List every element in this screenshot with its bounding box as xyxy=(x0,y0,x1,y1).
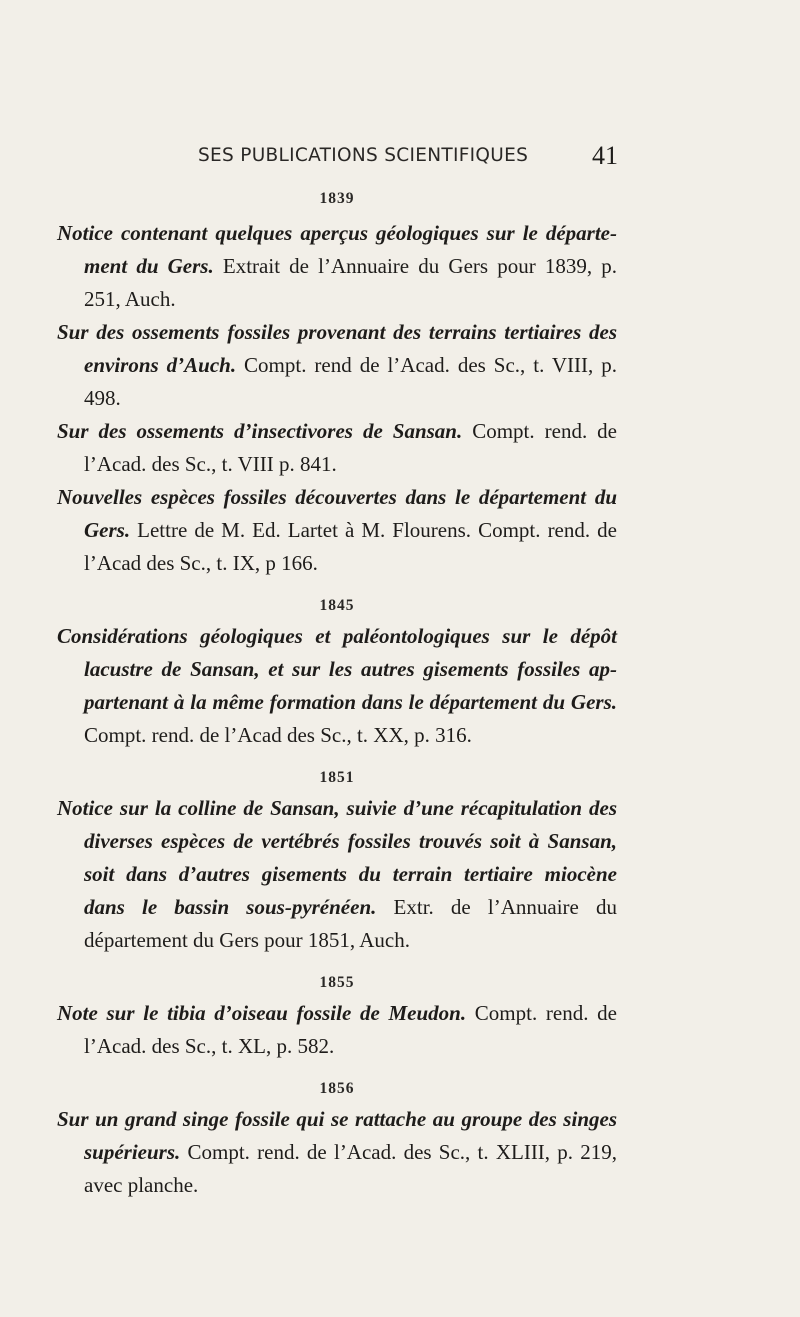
publication-title: Notice sur la colline de Sansan, suivie d’une récapitulation des diverses espèces de vertébrés fossiles trouvés soit à Sansan, soit dans d’autres gisements du terrain tertiaire miocène dans le bassin sous-pyrénéen. xyxy=(57,796,617,919)
year-heading: 1856 xyxy=(319,1080,355,1097)
publication-reference: Compt. rend. de l’Acad des Sc., t. XX, p. 316. xyxy=(84,723,472,747)
publication-list xyxy=(57,190,617,1202)
publication-reference: Compt. rend. de l’Acad. des Sc., t. VIII p. 841. xyxy=(84,419,618,476)
publication-title: Sur des ossements fossiles provenant des terrains tertiaires des environs d’Auch. xyxy=(57,320,617,377)
publication-title: Nouvelles espèces fossiles découvertes dans le département du Gers. xyxy=(57,485,617,542)
publication-title: Sur un grand singe fossile qui se rattache au groupe des singes supérieurs. xyxy=(57,1107,617,1164)
publication-reference: Compt. rend de l’Acad. des Sc., t. VIII, p. 498. xyxy=(84,353,618,410)
running-title: SES PUBLICATIONS SCIENTIFIQUES xyxy=(198,145,529,166)
publication-title: Considérations géologiques et paléontologiques sur le dépôt lacustre de Sansan, et sur les autres gisements fossiles ap- partenant à la même formation dans le département du Gers. xyxy=(57,624,617,714)
year-heading: 1855 xyxy=(319,974,355,991)
page-number: 41 xyxy=(592,141,618,170)
year-heading: 1845 xyxy=(319,597,355,614)
publication-entry xyxy=(57,792,617,957)
publication-entry xyxy=(57,217,617,316)
publication-reference: Compt. rend. de l’Acad. des Sc., t. XLIII, p. 219, avec planche. xyxy=(84,1140,617,1197)
publication-title: Notice contenant quelques aperçus géologiques sur le départe- ment du Gers. xyxy=(57,221,617,278)
publication-reference: Compt. rend. de l’Acad. des Sc., t. XL, p. 582. xyxy=(84,1001,617,1058)
publication-title: Sur des ossements d’insectivores de Sansan. xyxy=(57,419,463,443)
publication-entry xyxy=(57,415,617,481)
publication-entry xyxy=(57,481,617,580)
publication-reference: Extr. de l’Annuaire du département du Gers pour 1851, Auch. xyxy=(84,895,618,952)
publication-title: Note sur le tibia d’oiseau fossile de Meudon. xyxy=(57,1001,467,1025)
publication-entry xyxy=(57,997,617,1063)
publication-entry xyxy=(57,620,617,752)
year-heading: 1839 xyxy=(319,190,355,207)
publication-entry xyxy=(57,316,617,415)
publication-reference: Lettre de M. Ed. Lartet à M. Flourens. Compt. rend. de l’Acad des Sc., t. IX, p 166. xyxy=(84,518,617,575)
publication-reference: Extrait de l’Annuaire du Gers pour 1839, p. 251, Auch. xyxy=(84,254,617,311)
year-heading: 1851 xyxy=(319,769,355,786)
publication-entry xyxy=(57,1103,617,1202)
page-header xyxy=(198,141,618,171)
